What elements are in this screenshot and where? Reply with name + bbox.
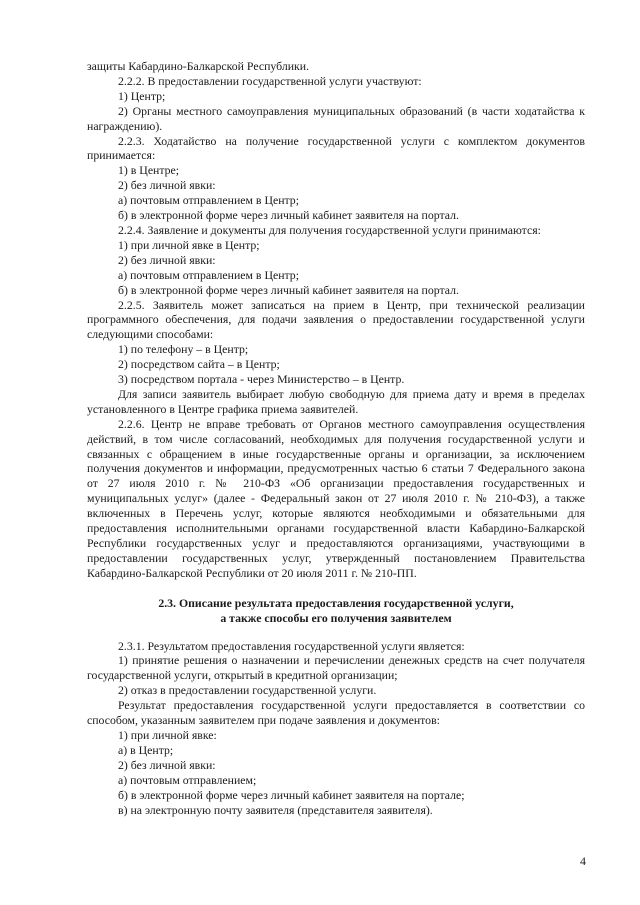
list-item: 1) при личной явке: <box>118 727 217 742</box>
list-item: а) почтовым отправлением в Центр; <box>118 193 299 208</box>
list-item: б) в электронной форме через личный кабинет заявителя на портал. <box>118 282 459 297</box>
page-number: 4 <box>580 854 586 868</box>
list-item: 2) отказ в предоставлении государственной услуги. <box>118 683 377 698</box>
list-item: 1) принятие решения о назначении и перечислении денежных средств на счет получателя государственной услуги, открытый в кредитной организации; <box>87 653 585 683</box>
list-item: 2) Органы местного самоуправления муниципальных образований (в части ходатайства к награждению). <box>87 103 585 133</box>
list-item: 2) без личной явки: <box>118 178 216 193</box>
list-item: 1) в Центре; <box>118 163 180 178</box>
list-item: 2) без личной явки: <box>118 252 216 267</box>
paragraph: Результат предоставления государственной услуги предоставляется в соответствии со способом, указанным заявителем при подаче заявления и документов: <box>87 698 585 728</box>
list-item: в) на электронную почту заявителя (представителя заявителя). <box>118 802 433 817</box>
section-heading-line-2: а также способы его получения заявителем <box>220 610 452 625</box>
page-body <box>87 59 585 817</box>
list-item: а) почтовым отправлением; <box>118 772 257 787</box>
clause-2-3-1: 2.3.1. Результатом предоставления государственной услуги является: <box>118 638 465 653</box>
list-item: б) в электронной форме через личный кабинет заявителя на портале; <box>118 787 465 802</box>
clause-2-2-5: 2.2.5. Заявитель может записаться на прием в Центр, при технической реализации программного обеспечения, для подачи заявления о предоставлении государственной услуги следующими способами: <box>87 297 585 342</box>
list-item: 1) по телефону – в Центр; <box>118 342 249 357</box>
list-item: б) в электронной форме через личный кабинет заявителя на портал. <box>118 208 459 223</box>
section-heading-line-1: 2.3. Описание результата предоставления государственной услуги, <box>158 595 514 610</box>
list-item: 1) Центр; <box>118 88 166 103</box>
list-item: 1) при личной явке в Центр; <box>118 237 260 252</box>
list-item: 3) посредством портала - через Министерство – в Центр. <box>118 372 405 387</box>
clause-2-2-2: 2.2.2. В предоставлении государственной услуги участвуют: <box>118 73 422 88</box>
list-item: 2) без личной явки: <box>118 757 216 772</box>
clause-2-2-3: 2.2.3. Ходатайство на получение государственной услуги с комплектом документов принимается: <box>87 133 585 163</box>
clause-2-2-4: 2.2.4. Заявление и документы для получения государственной услуги принимаются: <box>118 222 541 237</box>
paragraph: Для записи заявитель выбирает любую свободную для приема дату и время в пределах установленного в Центре графика приема заявителей. <box>87 386 585 416</box>
clause-2-2-6: 2.2.6. Центр не вправе требовать от Органов местного самоуправления осуществления действий, в том числе согласований, необходимых для получения государственной услуги и связанных с обращением в иные государственные органы и организации, за исключением получения документов и информации, предусмотренных частью 6 статьи 7 Федерального закона от 27 июля 2010 г. № 210-ФЗ «Об организации предоставления государственных и муниципальных услуг» (далее - Федеральный закон от 27 июля 2010 г. № 210-ФЗ), а также включенных в Перечень услуг, которые являются необходимыми и обязательными для предоставления исполнительными органами государственной власти Кабардино-Балкарской Республики государственных услуг и предоставляются организациями, участвующими в предоставлении государственных услуг, утвержденный постановлением Правительства Кабардино-Балкарской Республики от 20 июля 2011 г. № 210-ПП. <box>87 416 585 580</box>
list-item: а) в Центр; <box>118 742 174 757</box>
list-item: а) почтовым отправлением в Центр; <box>118 267 299 282</box>
text-line: защиты Кабардино-Балкарской Республики. <box>87 59 310 73</box>
list-item: 2) посредством сайта – в Центр; <box>118 357 280 372</box>
